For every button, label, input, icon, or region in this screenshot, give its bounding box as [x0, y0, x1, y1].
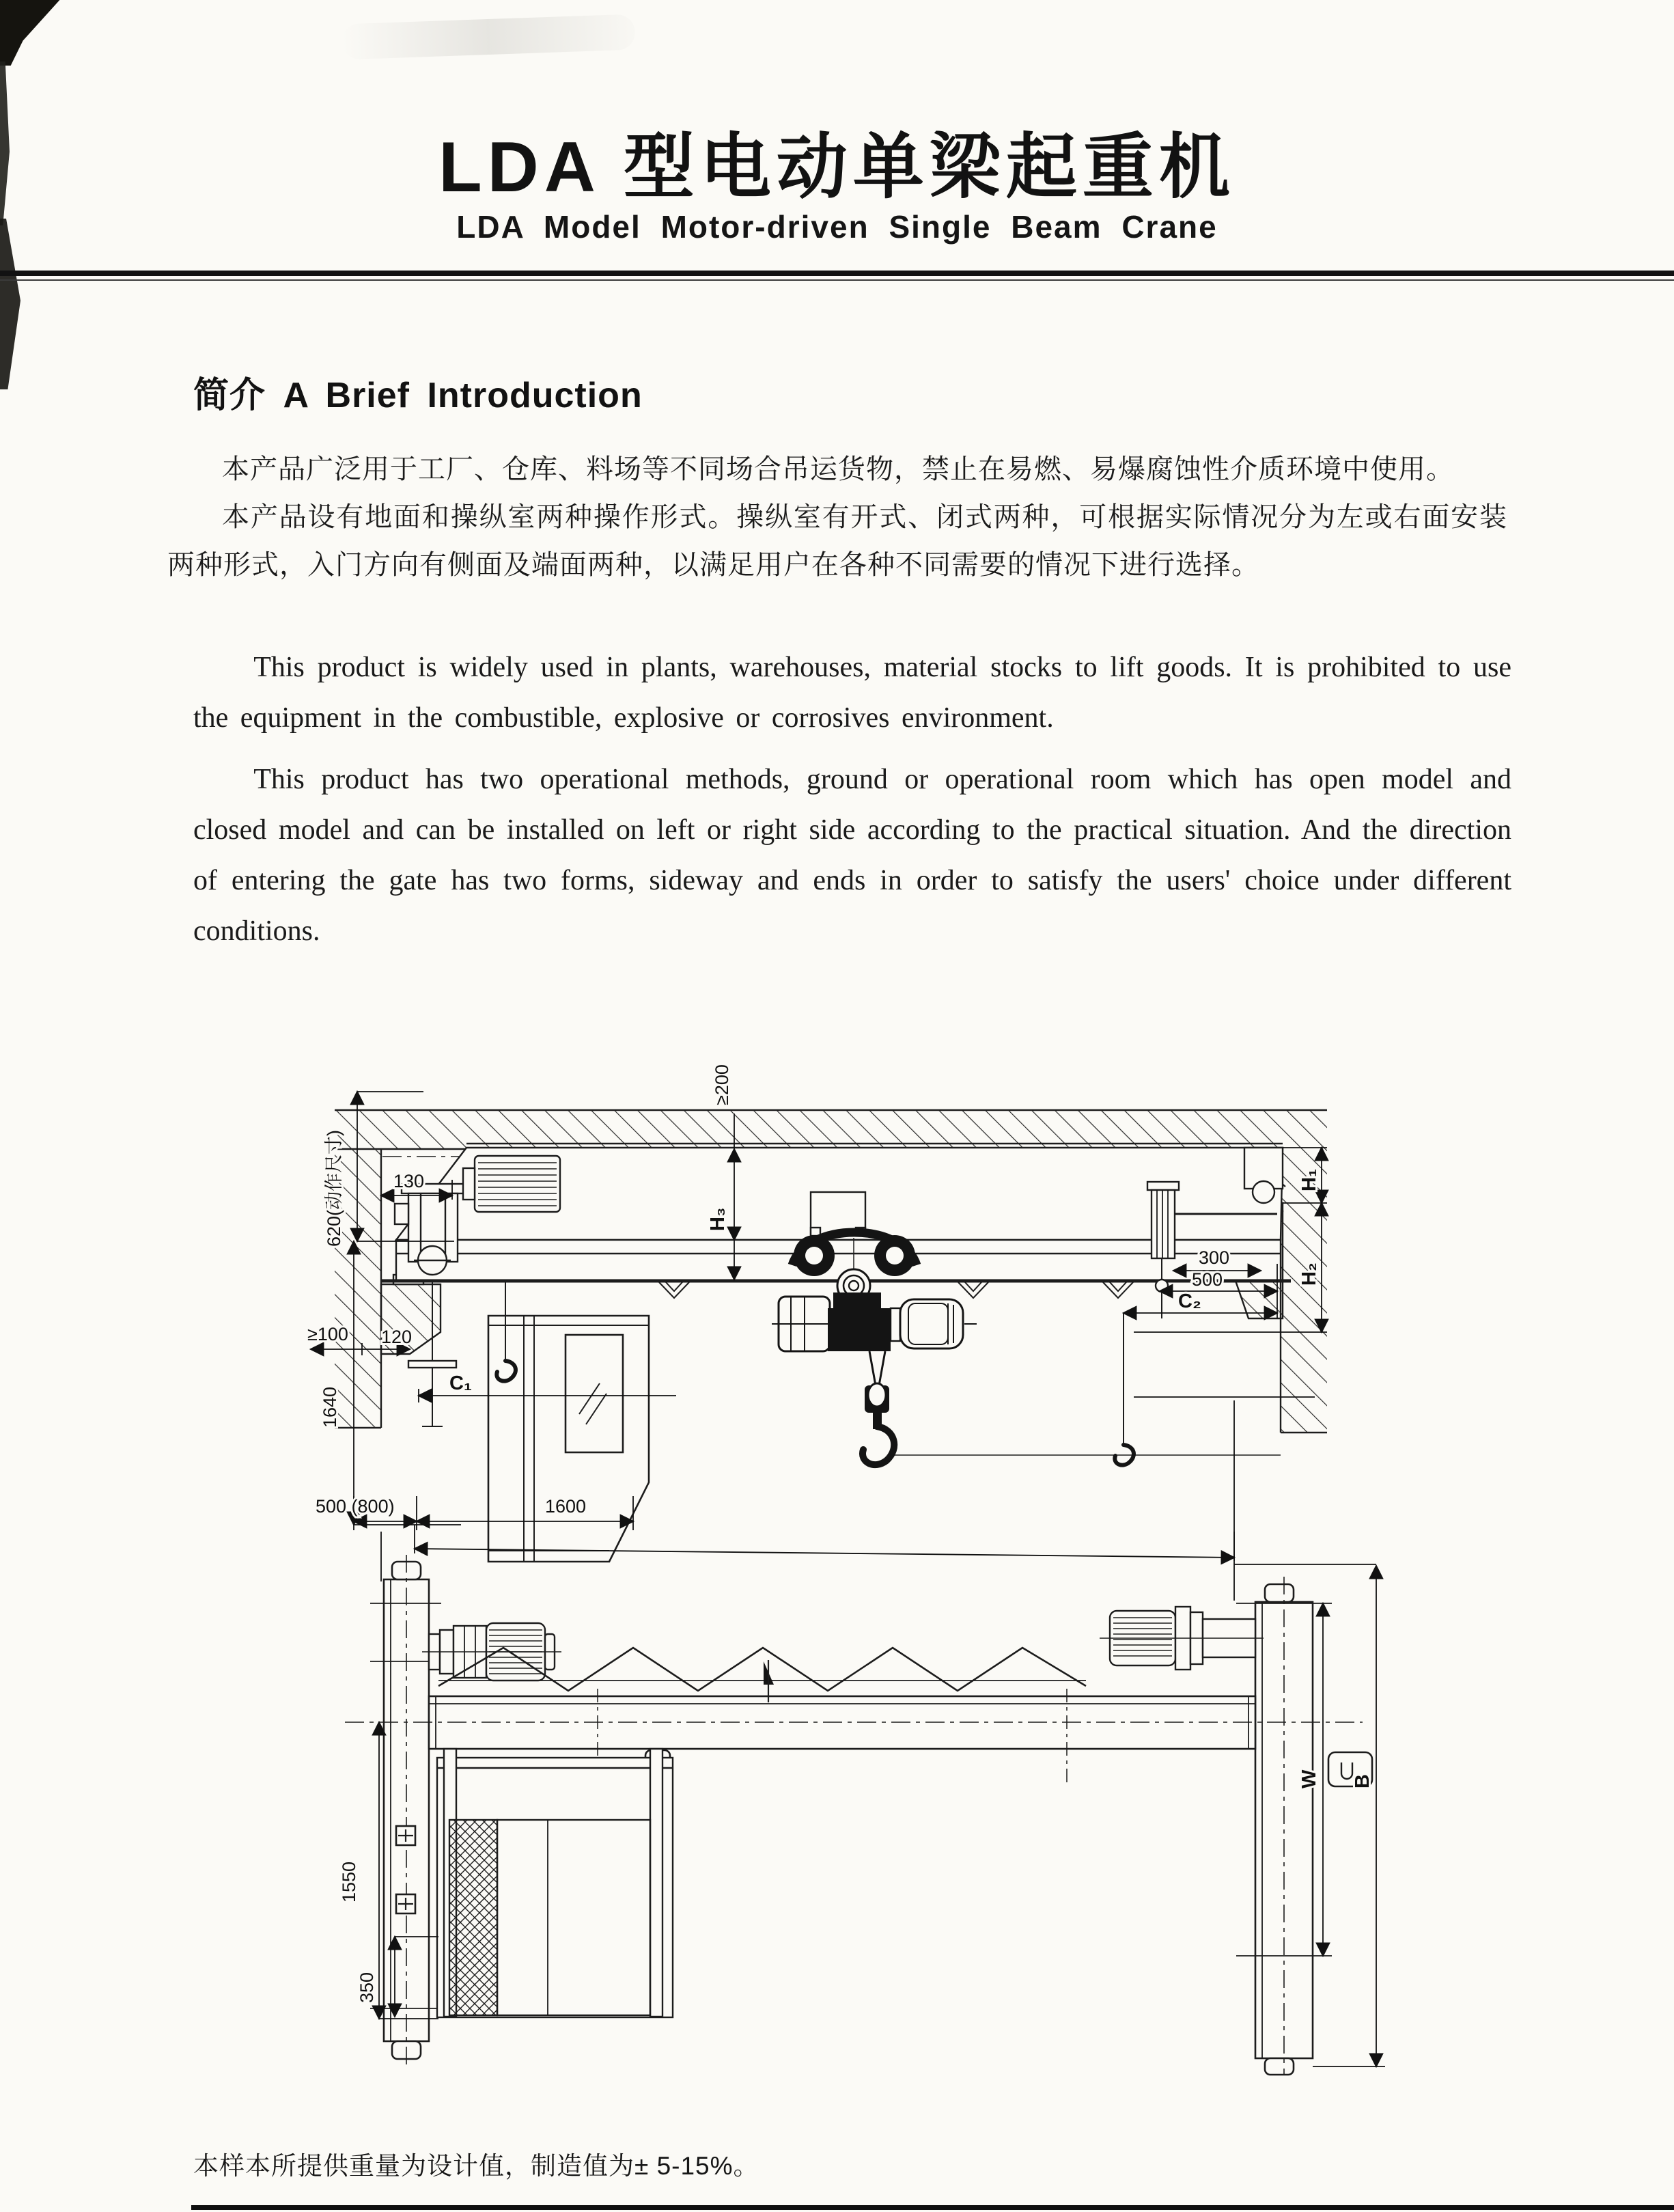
title-divider-thick	[0, 271, 1674, 276]
dim-label-1640: 1640	[320, 1386, 340, 1428]
earth-bar	[408, 1361, 456, 1368]
cn-paragraph-2: 本产品设有地面和操纵室两种操作形式。操纵室有开式、闭式两种，可根据实际情况分为左或右面安装两种形式，入门方向有侧面及端面两种，以满足用户在各种不同需要的情况下进行选择。	[167, 501, 1507, 580]
truck-wheel-right	[1253, 1181, 1274, 1203]
cab-column-right	[650, 1749, 662, 2017]
page-title-english: LDA Model Motor-driven Single Beam Crane	[456, 209, 1218, 245]
dim-label-h3: H₃	[707, 1207, 729, 1231]
dim-label-1600: 1600	[545, 1496, 587, 1517]
flange-bracket-2	[958, 1282, 988, 1298]
right-wall-hatch	[1281, 1187, 1327, 1433]
travel-motor	[475, 1156, 560, 1212]
hook-pulley	[868, 1383, 886, 1407]
left-end-carriage	[370, 1555, 441, 2064]
chinese-intro-paragraphs	[167, 445, 1507, 589]
dim-label-350: 350	[357, 1972, 377, 2003]
earth-rod-lower	[422, 1368, 443, 1426]
dim-label-500: 500	[1192, 1269, 1223, 1290]
scan-artifact-smudge	[341, 14, 636, 60]
dim-label-130: 130	[393, 1171, 425, 1191]
buffer-bottom-right	[1265, 2058, 1294, 2075]
ext-top	[381, 1532, 1376, 1601]
cab-front-view	[437, 1749, 673, 2017]
trolley-wheel-left-hub	[805, 1247, 823, 1264]
dim-label-w: W	[1298, 1769, 1320, 1788]
cab-window	[566, 1335, 623, 1452]
dim-label-h2: H₂	[1298, 1262, 1320, 1286]
hoist-gear-top	[833, 1292, 881, 1308]
dim-label-100: ≥100	[307, 1324, 348, 1344]
dim-label-500-800: 500 (800)	[316, 1496, 395, 1517]
footer-note: 本样本所提供重量为设计值，制造值为± 5-15%。	[193, 2152, 759, 2180]
dim-label-300: 300	[1199, 1247, 1230, 1268]
en-paragraph-2: This product has two operational methods, ground or operational room which has open model and closed model and can be installed on left or right side according to the practical situation. And the direction of entering the gate has two forms, sideway and ends in order to satisfy the users' choice under different conditions.	[193, 764, 1511, 947]
dim-label-h1: H₁	[1298, 1169, 1320, 1191]
buffer-top-right	[1265, 1584, 1294, 1602]
flange-bracket-1	[659, 1282, 689, 1298]
right-travel-motor	[1100, 1607, 1264, 1670]
collector-cap	[1147, 1182, 1179, 1190]
girder-front-face	[396, 1240, 1281, 1281]
elevation-drawing	[294, 1045, 1352, 1578]
dim-label-620: 620(动作尺寸)	[324, 1129, 344, 1247]
english-intro-paragraphs	[193, 642, 1511, 967]
truck-buffer	[395, 1204, 408, 1224]
dim-label-b: B	[1352, 1774, 1373, 1788]
travel-motor-coupling	[463, 1168, 475, 1200]
section-heading: 简介 A Brief Introduction	[193, 376, 643, 415]
flange-bracket-3	[1103, 1282, 1133, 1298]
wire-ropes	[869, 1351, 885, 1385]
main-hook	[863, 1426, 894, 1465]
scan-artifact-corner	[0, 0, 76, 66]
dim-label-c2: C₂	[1178, 1290, 1201, 1312]
en-paragraph-1: This product is widely used in plants, warehouses, material stocks to lift goods. It is prohibited to use the equipment in the combustible, explosive or corrosives environment.	[193, 652, 1511, 734]
dim-label-120: 120	[381, 1327, 413, 1347]
dim-label-200: ≥200	[712, 1064, 732, 1105]
page-title-chinese: LDA 型电动单梁起重机	[438, 128, 1236, 207]
title-divider-thin	[0, 279, 1674, 281]
dim-label-1550: 1550	[339, 1861, 359, 1903]
trolley-wheel-right-hub	[886, 1247, 904, 1264]
bottom-scan-bar	[191, 2205, 1674, 2210]
hoist-gear-body	[828, 1308, 891, 1351]
collector-bar	[1152, 1190, 1175, 1258]
collector-ball	[1156, 1280, 1168, 1292]
cab-mesh-window	[449, 1820, 497, 2015]
plan-drawing	[307, 1530, 1400, 2077]
cn-paragraph-1: 本产品广泛用于工厂、仓库、料场等不同场合吊运货物，禁止在易燃、易爆腐蚀性介质环境中使用。	[222, 454, 1454, 484]
motor-coupling	[891, 1308, 900, 1341]
dim-label-c1: C₁	[449, 1372, 472, 1394]
